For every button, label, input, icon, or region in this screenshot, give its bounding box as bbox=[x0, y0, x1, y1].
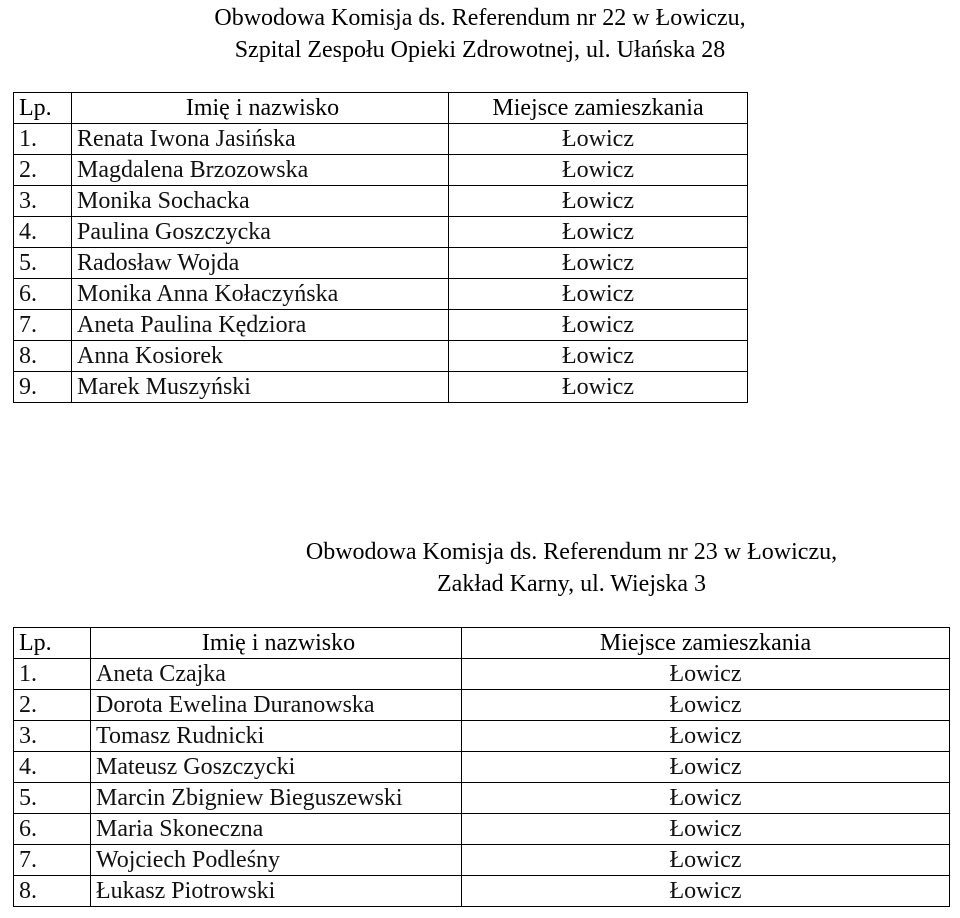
row-number: 4. bbox=[14, 752, 91, 783]
column-header-lp: Lp. bbox=[14, 93, 72, 124]
member-name: Anna Kosiorek bbox=[72, 341, 449, 372]
committee-23-address: Zakład Karny, ul. Wiejska 3 bbox=[437, 571, 706, 597]
table-row bbox=[14, 783, 950, 814]
table-row bbox=[14, 217, 748, 248]
row-number: 4. bbox=[14, 217, 72, 248]
table-row bbox=[14, 279, 748, 310]
member-residence: Łowicz bbox=[462, 690, 950, 721]
member-name: Maria Skoneczna bbox=[91, 814, 462, 845]
table-row bbox=[14, 752, 950, 783]
row-number: 2. bbox=[14, 155, 72, 186]
table-row bbox=[14, 155, 748, 186]
row-number: 9. bbox=[14, 372, 72, 403]
row-number: 5. bbox=[14, 248, 72, 279]
member-residence: Łowicz bbox=[449, 310, 748, 341]
committee-22-section bbox=[0, 2, 960, 400]
row-number: 3. bbox=[14, 186, 72, 217]
member-name: Radosław Wojda bbox=[72, 248, 449, 279]
member-residence: Łowicz bbox=[449, 372, 748, 403]
table-header-row bbox=[14, 628, 950, 659]
member-residence: Łowicz bbox=[449, 155, 748, 186]
row-number: 2. bbox=[14, 690, 91, 721]
member-name: Monika Sochacka bbox=[72, 186, 449, 217]
row-number: 3. bbox=[14, 721, 91, 752]
row-number: 5. bbox=[14, 783, 91, 814]
table-row bbox=[14, 310, 748, 341]
table-row bbox=[14, 659, 950, 690]
member-residence: Łowicz bbox=[449, 186, 748, 217]
committee-23-title: Obwodowa Komisja ds. Referendum nr 23 w Łowiczu, bbox=[305, 539, 838, 565]
member-residence: Łowicz bbox=[462, 814, 950, 845]
committee-23-table bbox=[13, 627, 950, 907]
member-residence: Łowicz bbox=[462, 721, 950, 752]
member-residence: Łowicz bbox=[449, 248, 748, 279]
table-row bbox=[14, 876, 950, 907]
member-residence: Łowicz bbox=[462, 659, 950, 690]
member-name: Tomasz Rudnicki bbox=[91, 721, 462, 752]
member-residence: Łowicz bbox=[449, 217, 748, 248]
committee-22-heading bbox=[0, 2, 960, 66]
table-row bbox=[14, 372, 748, 403]
member-residence: Łowicz bbox=[462, 845, 950, 876]
member-name: Dorota Ewelina Duranowska bbox=[91, 690, 462, 721]
member-residence: Łowicz bbox=[462, 876, 950, 907]
column-header-name: Imię i nazwisko bbox=[91, 628, 462, 659]
member-name: Aneta Czajka bbox=[91, 659, 462, 690]
column-header-residence: Miejsce zamieszkania bbox=[462, 628, 950, 659]
table-row bbox=[14, 845, 950, 876]
member-residence: Łowicz bbox=[462, 752, 950, 783]
row-number: 1. bbox=[14, 124, 72, 155]
member-name: Magdalena Brzozowska bbox=[72, 155, 449, 186]
row-number: 8. bbox=[14, 341, 72, 372]
member-residence: Łowicz bbox=[449, 279, 748, 310]
member-name: Renata Iwona Jasińska bbox=[72, 124, 449, 155]
member-name: Aneta Paulina Kędziora bbox=[72, 310, 449, 341]
member-name: Marcin Zbigniew Bieguszewski bbox=[91, 783, 462, 814]
member-residence: Łowicz bbox=[449, 124, 748, 155]
row-number: 7. bbox=[14, 845, 91, 876]
committee-22-title: Obwodowa Komisja ds. Referendum nr 22 w Łowiczu, bbox=[214, 5, 746, 31]
row-number: 1. bbox=[14, 659, 91, 690]
column-header-lp: Lp. bbox=[14, 628, 91, 659]
table-header-row bbox=[14, 93, 748, 124]
member-name: Paulina Goszczycka bbox=[72, 217, 449, 248]
row-number: 7. bbox=[14, 310, 72, 341]
table-row bbox=[14, 124, 748, 155]
column-header-residence: Miejsce zamieszkania bbox=[449, 93, 748, 124]
member-name: Wojciech Podleśny bbox=[91, 845, 462, 876]
committee-22-address: Szpital Zespołu Opieki Zdrowotnej, ul. Ułańska 28 bbox=[234, 37, 726, 63]
member-name: Łukasz Piotrowski bbox=[91, 876, 462, 907]
member-residence: Łowicz bbox=[449, 341, 748, 372]
member-residence: Łowicz bbox=[462, 783, 950, 814]
table-row bbox=[14, 814, 950, 845]
committee-23-heading bbox=[255, 536, 888, 600]
table-row bbox=[14, 341, 748, 372]
row-number: 8. bbox=[14, 876, 91, 907]
row-number: 6. bbox=[14, 814, 91, 845]
column-header-name: Imię i nazwisko bbox=[72, 93, 449, 124]
table-row bbox=[14, 186, 748, 217]
committee-22-table bbox=[13, 92, 748, 403]
member-name: Monika Anna Kołaczyńska bbox=[72, 279, 449, 310]
member-name: Marek Muszyński bbox=[72, 372, 449, 403]
table-row bbox=[14, 721, 950, 752]
row-number: 6. bbox=[14, 279, 72, 310]
member-name: Mateusz Goszczycki bbox=[91, 752, 462, 783]
table-row bbox=[14, 690, 950, 721]
table-row bbox=[14, 248, 748, 279]
